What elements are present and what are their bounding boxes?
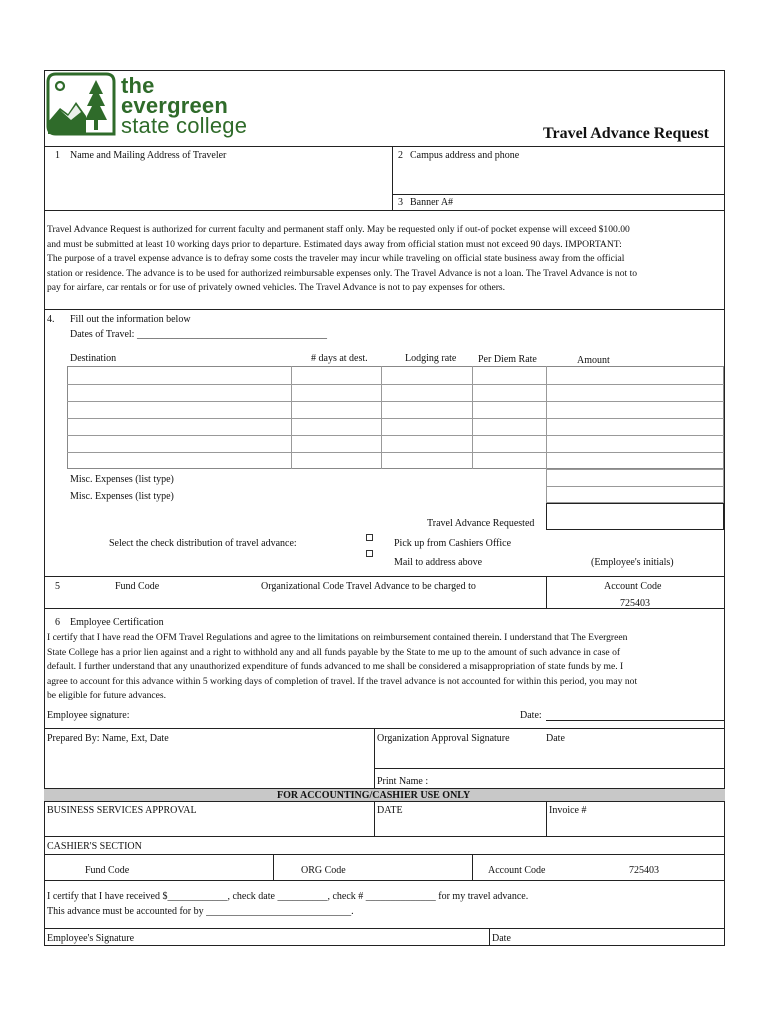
section1-number: 1 [55,150,60,161]
certification-line: default. I further understand that any unauthorized expenditure of funds advanced to me shall be considered a misappropriation of state funds by me. I [47,661,624,673]
receipt-certification: I certify that I have received $____________, check date __________, check # ______________ for my travel advance. [47,891,529,902]
account-code-label: Account Code [604,581,662,592]
section2-number: 2 [398,150,403,161]
accounting-banner: FOR ACCOUNTING/CASHIER USE ONLY [277,790,471,801]
section6-heading: Employee Certification [70,617,164,628]
employee-signature-label: Employee signature: [47,710,130,721]
section5-number: 5 [55,581,60,592]
pickup-option-label: Pick up from Cashiers Office [394,538,512,549]
divider [44,854,725,855]
certification-line: I certify that I have read the OFM Travel Regulations and agree to the limitations on reimbursement contained therein. I understand that The Evergreen [47,632,628,643]
misc-expenses-2: Misc. Expenses (list type) [70,491,174,502]
section4-number: 4. [47,314,55,325]
employee-signature-cashier-label: Employee's Signature [47,933,135,944]
accounted-by-line: This advance must be accounted for by _____________________________. [47,906,354,917]
divider [44,210,725,211]
divider [44,928,725,929]
divider [546,802,547,836]
accounting-date-label: DATE [377,805,403,816]
grid-divider [546,486,724,487]
travel-advance-requested-label: Travel Advance Requested [427,518,535,529]
print-name-label: Print Name : [377,776,429,787]
col-amount: Amount [577,355,610,366]
divider [273,854,274,880]
col-days: # days at dest. [311,353,368,364]
col-lodging: Lodging rate [405,353,457,364]
policy-line: and must be submitted at least 10 working days prior to departure. Estimated days away from official station must not exceed 90 days. IMPORTANT: [47,238,622,250]
grid-divider [67,384,724,385]
divider [44,576,725,577]
org-code-label: Organizational Code Travel Advance to be charged to [261,581,476,592]
col-destination: Destination [70,353,117,364]
divider [44,880,725,881]
divider [44,309,725,310]
section6-date-line[interactable] [546,720,724,721]
divider [374,802,375,836]
policy-line: The purpose of a travel expense advance is to defray some costs the traveler may incur while traveling on official state business away from the official [47,253,625,265]
divider [374,768,725,769]
grid-divider [67,401,724,402]
misc-expenses-1: Misc. Expenses (list type) [70,474,174,485]
prepared-by-label: Prepared By: Name, Ext, Date [47,733,169,744]
divider [44,836,725,837]
cashier-fund-label: Fund Code [85,865,130,876]
org-approval-label: Organization Approval Signature [377,733,510,744]
divider [546,576,547,608]
divider [392,194,725,195]
section4-instruction: Fill out the information below [70,314,191,325]
divider [374,728,375,788]
divider [489,928,490,946]
cashier-account-label: Account Code [488,865,546,876]
grid-divider [67,418,724,419]
logo-line-state-college: state college [121,113,248,138]
logo-line-the: the [121,73,155,98]
travel-advance-requested-box[interactable] [546,503,724,530]
fund-code-label: Fund Code [115,581,160,592]
grid-divider [67,452,724,453]
mail-checkbox[interactable] [366,550,373,557]
section6-date-label: Date: [520,710,542,721]
certification-text [47,631,724,704]
cashier-section-heading: CASHIER'S SECTION [47,841,142,852]
section3-number: 3 [398,197,403,208]
certification-line: be eligible for future advances. [47,690,167,702]
org-approval-date-label: Date [546,733,565,744]
divider [44,728,725,729]
distribution-label: Select the check distribution of travel advance: [109,538,297,549]
section1-label: Name and Mailing Address of Traveler [70,150,227,161]
employee-initials-label: (Employee's initials) [591,557,674,568]
divider [44,146,725,147]
cashier-date-label: Date [492,933,511,944]
divider [392,146,393,210]
policy-text [47,223,724,296]
dates-of-travel-field[interactable]: Dates of Travel: ______________________________________ [70,329,327,340]
certification-line: State College has a prior lien against and a right to withhold any and all funds payable by the State to me up to the amount of such advance in case of [47,646,621,658]
section6-number: 6 [55,617,60,628]
account-code-value: 725403 [620,598,650,609]
grid-divider [67,435,724,436]
business-services-approval-label: BUSINESS SERVICES APPROVAL [47,805,197,816]
policy-line: Travel Advance Request is authorized for current faculty and permanent staff only. May be requested only if out-of pocket expense will exceed $100.00 [47,224,630,235]
policy-line: station or residence. The advance is to be used for authorized reimbursable expenses only. The Travel Advance is not a loan. The Travel Advance is not to [47,267,638,279]
logo-line-evergreen: evergreen [121,93,228,118]
invoice-label: Invoice # [549,805,587,816]
divider [472,854,473,880]
pickup-checkbox[interactable] [366,534,373,541]
cashier-org-label: ORG Code [301,865,346,876]
cashier-account-value: 725403 [629,865,659,876]
section3-label: Banner A# [410,197,454,208]
col-per-diem: Per Diem Rate [478,354,537,365]
certification-line: agree to account for this advance within 5 working days of completion of travel. If the travel advance is not accounted for within this period, you may not [47,675,638,687]
section2-label: Campus address and phone [410,150,520,161]
policy-line: pay for airfare, car rentals or for use of privately owned vehicles. The Travel Advance is not to pay expenses for others. [47,282,506,294]
mail-option-label: Mail to address above [394,557,483,568]
page-title: Travel Advance Request [543,125,709,142]
